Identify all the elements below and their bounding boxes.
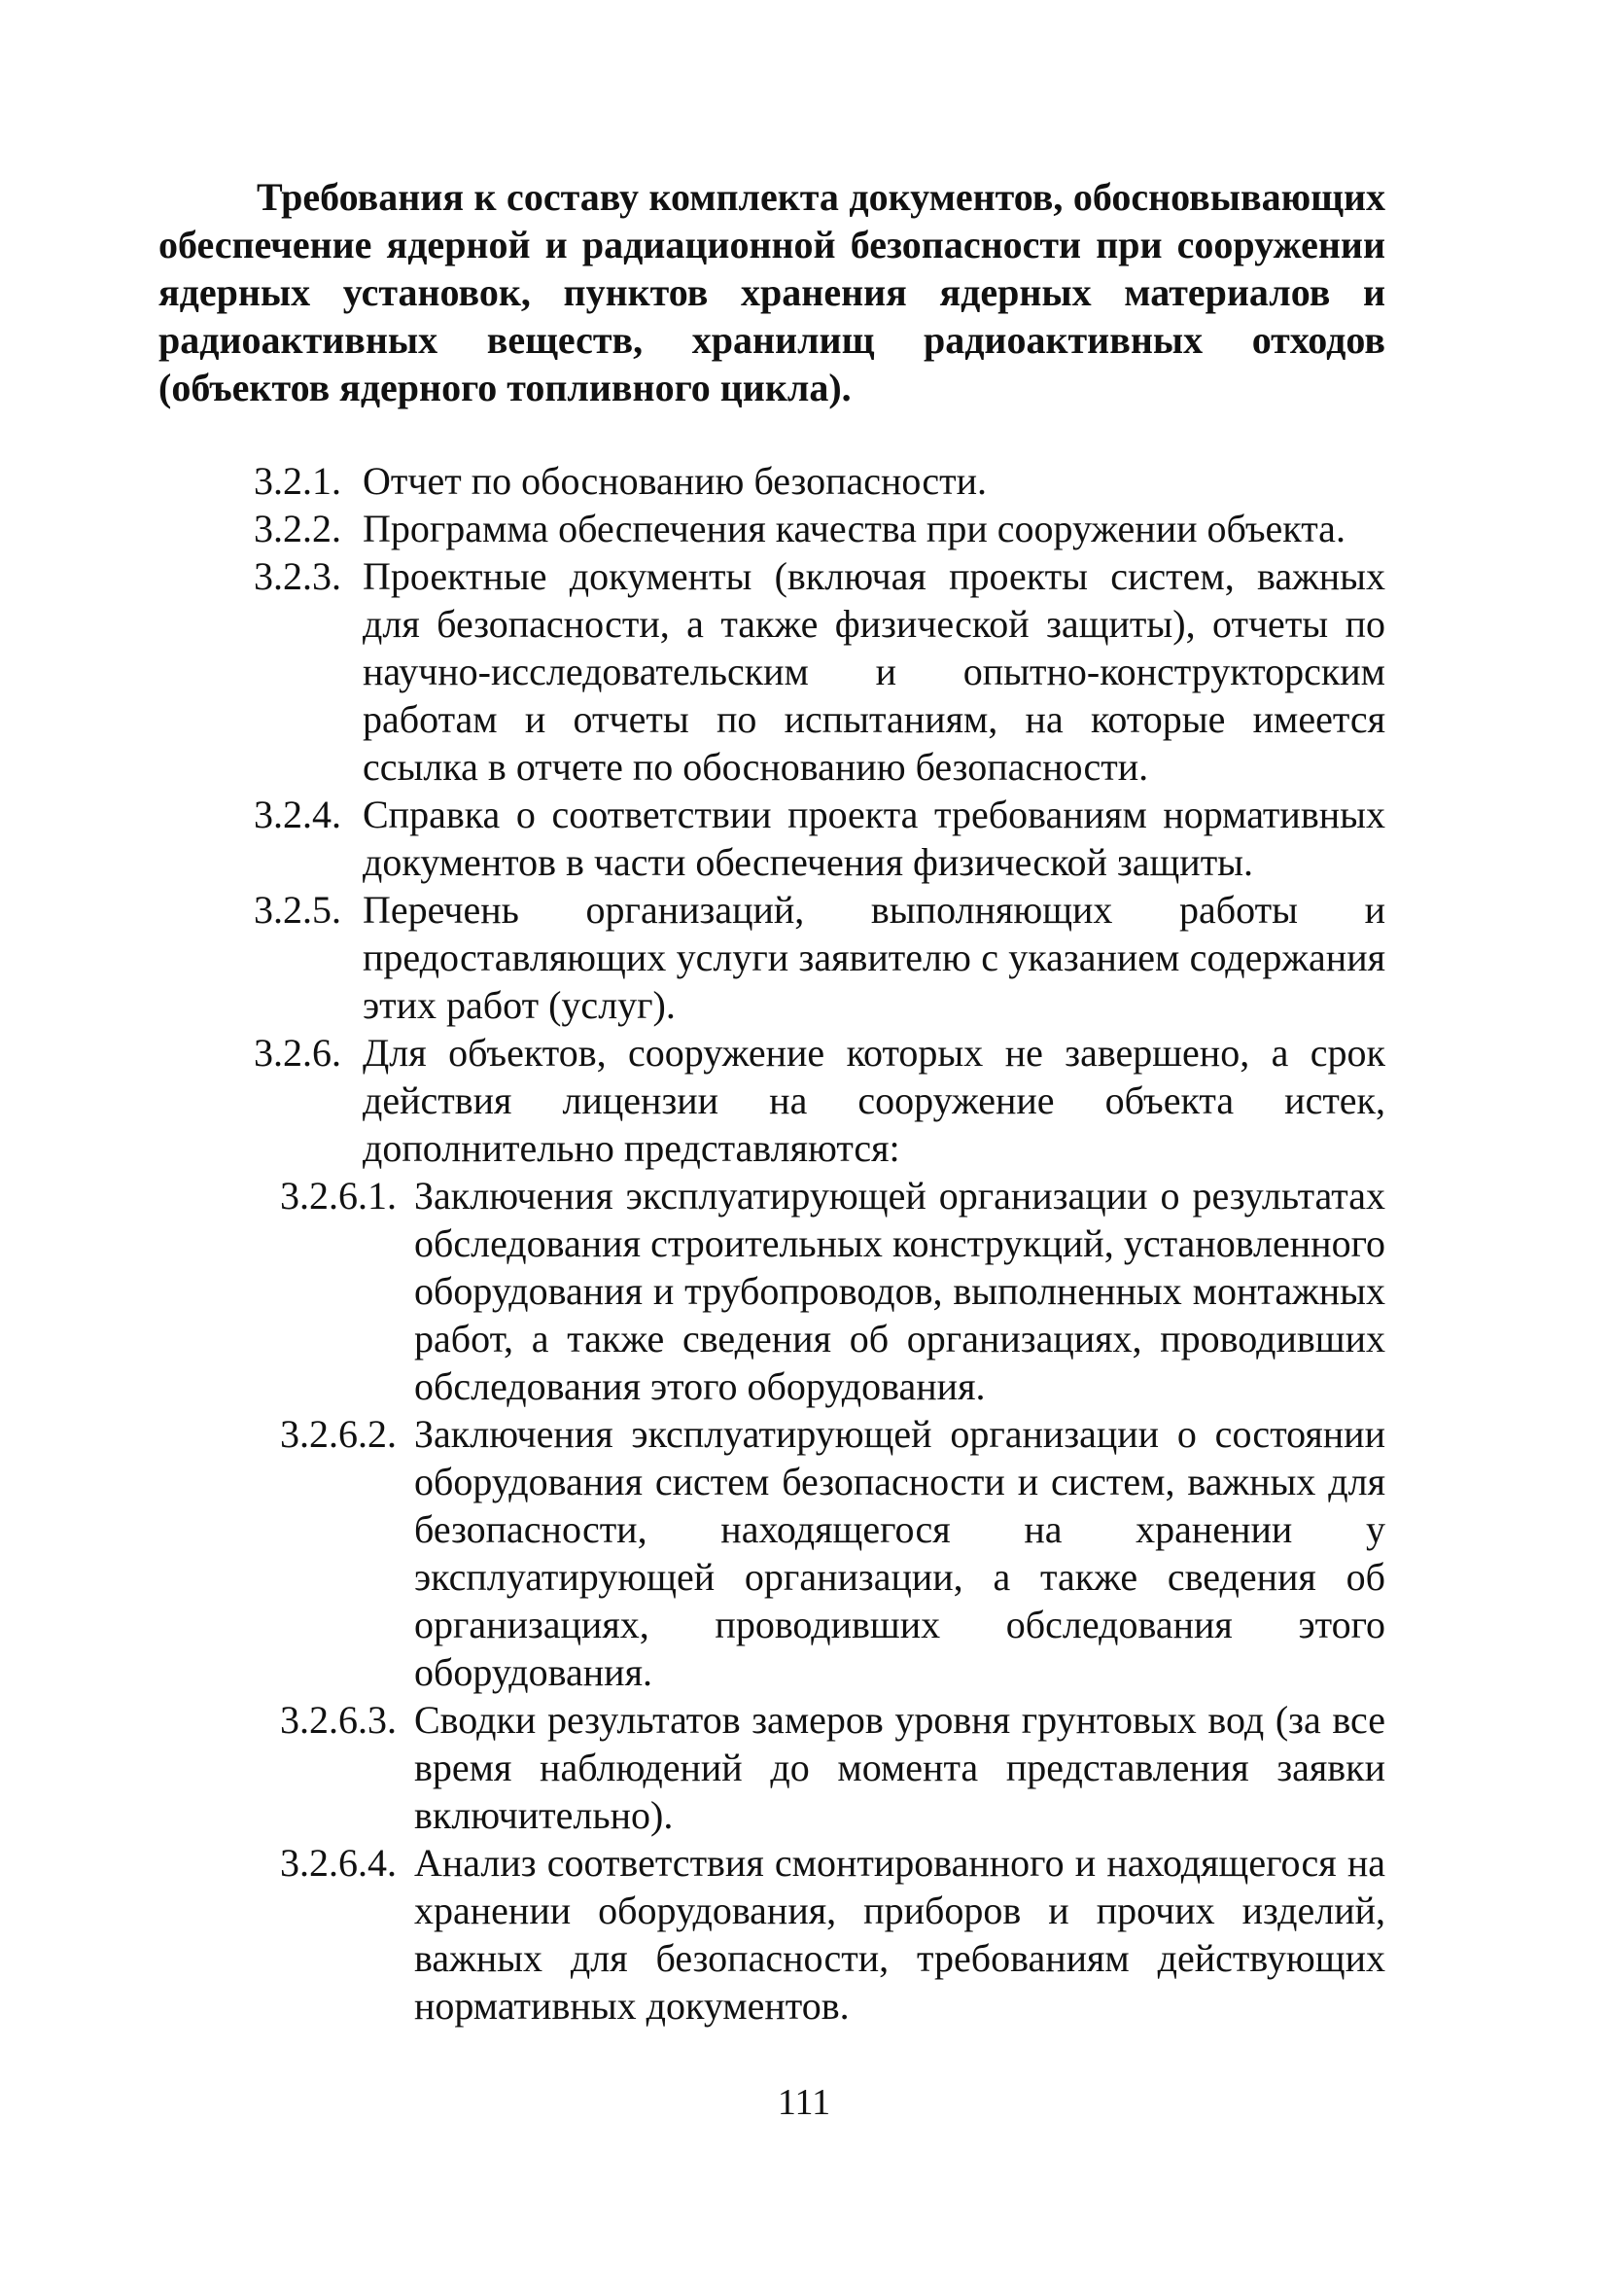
list-item: [0, 791, 1608, 886]
item-number: 3.2.4.: [254, 793, 341, 836]
sub-list-item: [0, 1696, 1608, 1839]
item-text: Программа обеспечения качества при сооружении объекта.: [363, 507, 1346, 550]
list-item: [0, 457, 1608, 505]
page-number: 111: [777, 2082, 831, 2123]
item-text: Справка о соответствии проекта требованиям нормативных документов в части обеспечения физической защиты.: [363, 793, 1385, 884]
list-item: [0, 552, 1608, 791]
list-item: [0, 505, 1608, 552]
item-number: 3.2.5.: [254, 888, 341, 932]
subitem-number: 3.2.6.2.: [280, 1412, 397, 1456]
subitem-text: Заключения эксплуатирующей организации о состоянии оборудования систем безопасности и систем, важных для безопасности, находящегося на хранении у эксплуатирующей организации, а также сведения об организациях, проводивших обследования этого оборудования.: [414, 1412, 1385, 1694]
item-number: 3.2.2.: [254, 507, 341, 550]
item-text: Проектные документы (включая проекты систем, важных для безопасности, а также физической защиты), отчеты по научно-исследовательским и опытно-конструкторским работам и отчеты по испытаниям, на которые имеется ссылка в отчете по обоснованию безопасности.: [363, 554, 1385, 789]
subitem-number: 3.2.6.3.: [280, 1698, 397, 1742]
item-number: 3.2.1.: [254, 459, 341, 503]
requirements-list: [0, 457, 1608, 2030]
subitem-number: 3.2.6.4.: [280, 1841, 397, 1885]
section-heading: Требования к составу комплекта документов, обосновывающих обеспечение ядерной и радиационной безопасности при сооружении ядерных установок, пунктов хранения ядерных материалов и радиоактивных веществ, хранилищ радиоактивных отходов (объектов ядерного топливного цикла).: [158, 175, 1385, 409]
subitem-text: Заключения эксплуатирующей организации о результатах обследования строительных конструкций, установленного оборудования и трубопроводов, выполненных монтажных работ, а также сведения об организациях, проводивших обследования этого оборудования.: [414, 1174, 1385, 1408]
subitem-text: Сводки результатов замеров уровня грунтовых вод (за все время наблюдений до момента представления заявки включительно).: [414, 1698, 1385, 1837]
subitem-text: Анализ соответствия смонтированного и находящегося на хранении оборудования, приборов и прочих изделий, важных для безопасности, требованиям действующих нормативных документов.: [414, 1841, 1385, 2028]
item-text: Перечень организаций, выполняющих работы и предоставляющих услуги заявителю с указанием содержания этих работ (услуг).: [363, 888, 1385, 1027]
item-text: Отчет по обоснованию безопасности.: [363, 459, 988, 503]
item-number: 3.2.3.: [254, 554, 341, 598]
item-number: 3.2.6.: [254, 1031, 341, 1075]
sub-list-item: [0, 1172, 1608, 1410]
item-text: Для объектов, сооружение которых не завершено, а срок действия лицензии на сооружение объекта истек, дополнительно представляются:: [363, 1031, 1385, 1170]
sub-list-item: [0, 1410, 1608, 1696]
list-item: [0, 886, 1608, 1029]
sub-list-item: [0, 1839, 1608, 2030]
subitem-number: 3.2.6.1.: [280, 1174, 397, 1218]
list-item: [0, 1029, 1608, 1172]
